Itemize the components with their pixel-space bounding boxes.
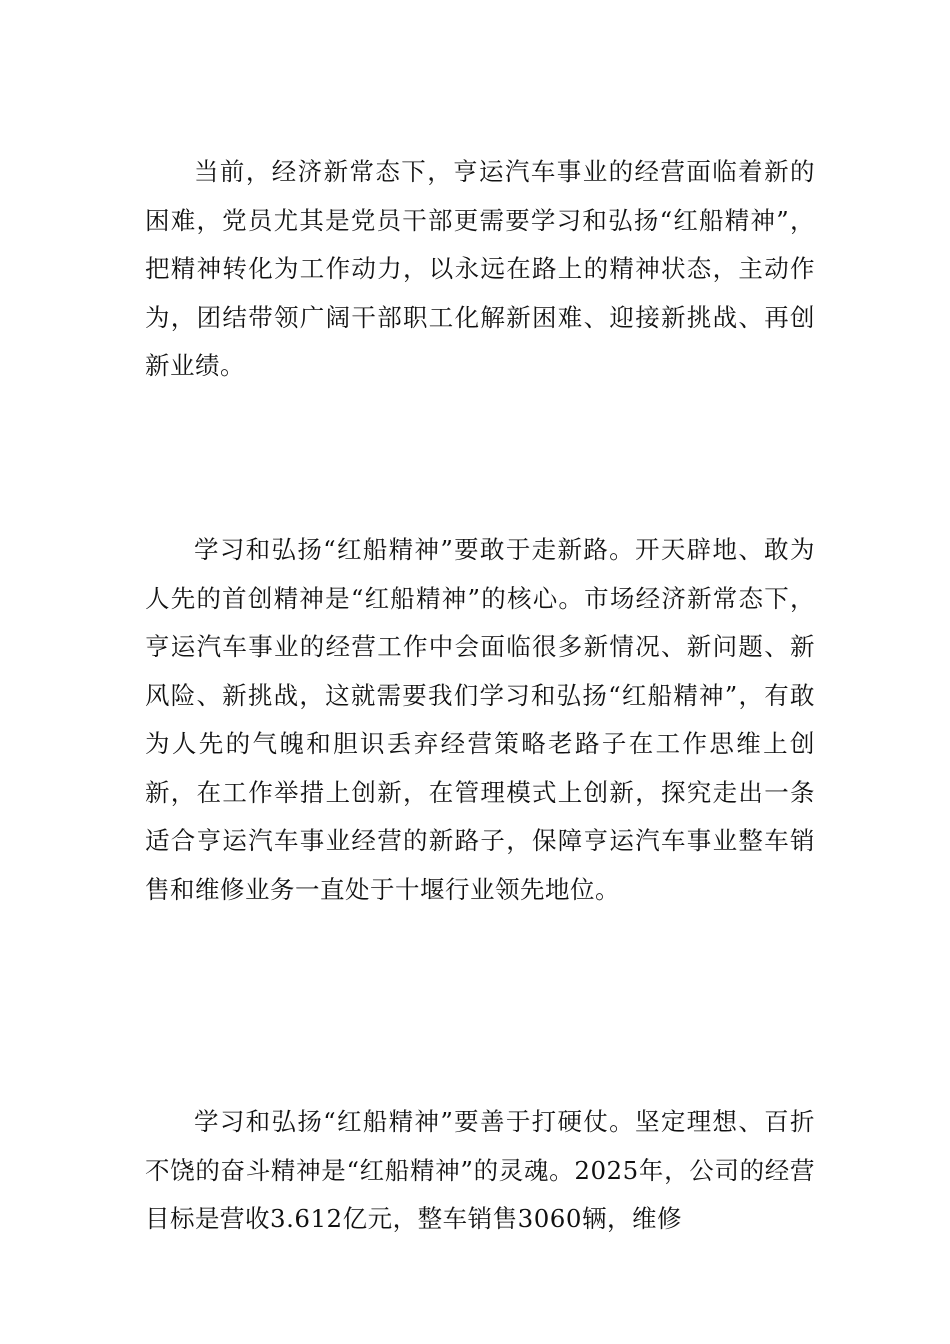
paragraph-1: 当前，经济新常态下，亨运汽车事业的经营面临着新的困难，党员尤其是党员干部更需要学习和弘扬“红船精神”，把精神转化为工作动力，以永远在路上的精神状态，主动作为，团结带领广阔干部职工化解新困难、迎接新挑战、再创新业绩。 bbox=[145, 157, 815, 380]
paragraph-3: 学习和弘扬“红船精神”要善于打硬仗。坚定理想、百折不饶的奋斗精神是“红船精神”的灵魂。2025年，公司的经营目标是营收3.612亿元，整车销售3060辆，维修 bbox=[145, 1107, 815, 1233]
paragraph-2: 学习和弘扬“红船精神”要敢于走新路。开天辟地、敢为人先的首创精神是“红船精神”的核心。市场经济新常态下，亨运汽车事业的经营工作中会面临很多新情况、新问题、新风险、新挑战，这就需要我们学习和弘扬“红船精神”，有敢为人先的气魄和胆识丢弃经营策略老路子在工作思维上创新，在工作举措上创新，在管理模式上创新，探究走出一条适合亨运汽车事业经营的新路子，保障亨运汽车事业整车销售和维修业务一直处于十堰行业领先地位。 bbox=[145, 535, 815, 904]
